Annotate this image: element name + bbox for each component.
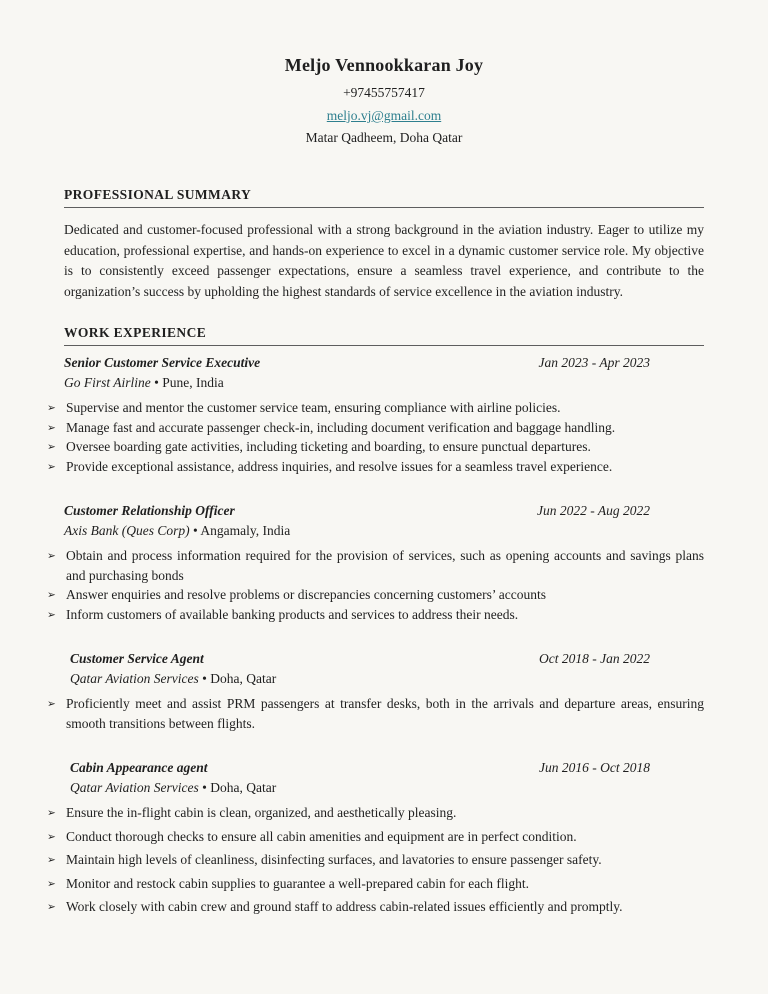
arrow-bullet-icon: ➢ — [47, 901, 56, 913]
bullet-text: Inform customers of available banking products and services to address their needs. — [66, 606, 519, 622]
bullet-text: Manage fast and accurate passenger check-in, including document verification and baggage handling. — [66, 419, 616, 435]
job-bullets — [47, 546, 704, 624]
bullet-item — [47, 827, 704, 847]
job-dates: Jan 2023 - Apr 2023 — [538, 355, 650, 370]
arrow-bullet-icon: ➢ — [47, 421, 56, 434]
job-header — [64, 650, 704, 667]
arrow-bullet-icon: ➢ — [47, 698, 56, 710]
separator-dot: • — [202, 671, 207, 686]
email-line — [64, 108, 704, 124]
bullet-item — [47, 694, 704, 733]
job-location: Doha, Qatar — [210, 780, 277, 795]
bullet-text: Proficiently meet and assist PRM passengers at transfer desks, both in the arrivals and departure areas, ensuring smooth transitions between flights. — [66, 696, 704, 731]
bullet-item — [47, 803, 704, 823]
job-title: Customer Service Agent — [70, 651, 204, 666]
company-name: Qatar Aviation Services — [70, 780, 199, 795]
bullet-item — [47, 897, 704, 917]
job-header — [64, 759, 704, 776]
arrow-bullet-icon: ➢ — [47, 460, 56, 473]
resume-header — [64, 54, 704, 146]
arrow-bullet-icon: ➢ — [47, 589, 56, 601]
job-location: Angamaly, India — [200, 523, 291, 538]
address: Matar Qadheem, Doha Qatar — [305, 130, 463, 145]
bullet-item — [47, 585, 704, 605]
company-name: Axis Bank (Ques Corp) — [64, 523, 190, 538]
job-dates: Oct 2018 - Jan 2022 — [539, 651, 650, 666]
job-entry — [47, 502, 704, 624]
job-subheader — [64, 779, 704, 796]
bullet-text: Maintain high levels of cleanliness, disinfecting surfaces, and lavatories to ensure passenger safety. — [66, 852, 602, 867]
bullet-item — [47, 605, 704, 625]
job-location: Pune, India — [162, 375, 224, 390]
experience-heading: WORK EXPERIENCE — [64, 324, 704, 346]
bullet-text: Monitor and restock cabin supplies to guarantee a well-prepared cabin for each flight. — [66, 875, 529, 891]
bullet-text: Answer enquiries and resolve problems or discrepancies concerning customers’ accounts — [66, 587, 546, 602]
bullet-text: Work closely with cabin crew and ground staff to address cabin-related issues efficiently and promptly. — [66, 899, 623, 914]
email-link[interactable]: meljo.vj@gmail.com — [326, 108, 442, 123]
separator-dot: • — [154, 375, 159, 390]
arrow-bullet-icon: ➢ — [47, 854, 56, 866]
job-subheader — [64, 374, 704, 391]
separator-dot: • — [192, 523, 198, 538]
job-dates: Jun 2022 - Aug 2022 — [537, 503, 650, 518]
summary-text: Dedicated and customer-focused professional with a strong background in the aviation industry. Eager to utilize my education, professional expertise, and hands-on experience to excel in a dynamic customer service role. My objective is to consistently exceed passenger expectations, ensure a seamless travel experience, and contribute to the organization’s success by upholding the highest standards of service excellence in the aviation industry. — [64, 222, 704, 299]
job-location: Doha, Qatar — [210, 671, 277, 686]
bullet-text: Supervise and mentor the customer service team, ensuring compliance with airline policies. — [66, 400, 561, 415]
arrow-bullet-icon: ➢ — [47, 830, 56, 843]
company-name: Go First Airline — [64, 375, 151, 390]
job-dates: Jun 2016 - Oct 2018 — [539, 760, 650, 775]
arrow-bullet-icon: ➢ — [47, 608, 56, 621]
phone-number: +97455757417 — [343, 85, 425, 100]
arrow-bullet-icon: ➢ — [47, 807, 56, 819]
job-bullets — [47, 803, 704, 917]
bullet-item — [47, 398, 704, 418]
bullet-text: Ensure the in-flight cabin is clean, organized, and aesthetically pleasing. — [66, 805, 457, 820]
company-name: Qatar Aviation Services — [70, 671, 199, 686]
bullet-item — [47, 418, 704, 438]
summary-heading: PROFESSIONAL SUMMARY — [64, 186, 704, 208]
bullet-item — [47, 874, 704, 894]
job-bullets — [47, 398, 704, 476]
bullet-item — [47, 457, 704, 477]
job-title: Cabin Appearance agent — [70, 760, 208, 775]
separator-dot: • — [202, 780, 207, 795]
job-entry — [47, 650, 704, 733]
arrow-bullet-icon: ➢ — [47, 877, 56, 890]
job-title: Customer Relationship Officer — [64, 503, 235, 518]
bullet-item — [47, 546, 704, 585]
bullet-text: Oversee boarding gate activities, including ticketing and boarding, to ensure punctual departures. — [66, 439, 591, 454]
job-entry — [47, 759, 704, 917]
job-subheader — [64, 522, 704, 539]
job-entry — [47, 354, 704, 476]
experience-section — [47, 324, 704, 917]
candidate-name: Meljo Vennookkaran Joy — [284, 55, 484, 75]
job-header — [64, 502, 704, 519]
job-bullets — [47, 694, 704, 733]
bullet-text: Provide exceptional assistance, address inquiries, and resolve issues for a seamless travel experience. — [66, 458, 613, 474]
bullet-item — [47, 437, 704, 457]
arrow-bullet-icon: ➢ — [47, 550, 56, 562]
arrow-bullet-icon: ➢ — [47, 441, 56, 453]
job-subheader — [64, 670, 704, 687]
job-header — [64, 354, 704, 371]
bullet-text: Conduct thorough checks to ensure all cabin amenities and equipment are in perfect condition. — [66, 828, 577, 844]
arrow-bullet-icon: ➢ — [47, 402, 56, 414]
job-title: Senior Customer Service Executive — [64, 355, 261, 370]
summary-section — [64, 186, 704, 302]
bullet-text: Obtain and process information required for the provision of services, such as opening accounts and savings plans and purchasing bonds — [66, 548, 704, 583]
bullet-item — [47, 850, 704, 870]
